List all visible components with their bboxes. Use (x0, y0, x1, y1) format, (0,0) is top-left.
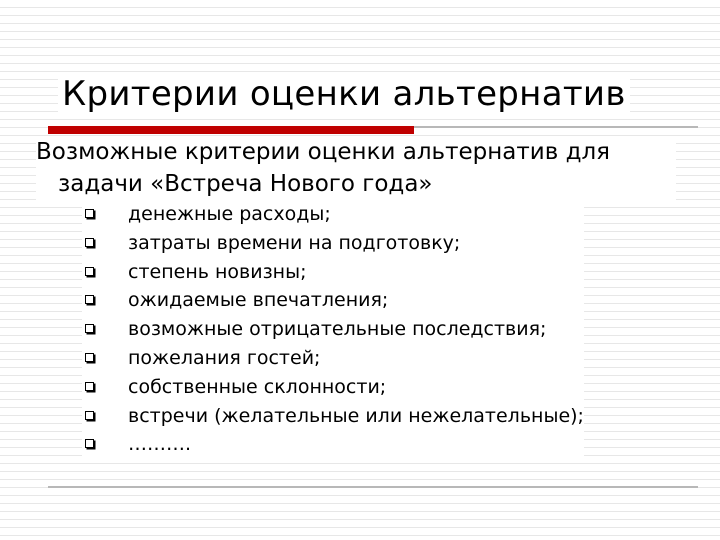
square-bullet-icon (85, 209, 94, 218)
square-bullet-icon (85, 295, 94, 304)
title-divider-line (414, 126, 698, 128)
intro-line-1: Возможные критерии оценки альтернатив для (36, 139, 611, 165)
list-item-text: возможные отрицательные последствия; (128, 318, 547, 341)
list-item-text: встречи (желательные или нежелательные); (128, 404, 584, 427)
list-item (82, 229, 584, 258)
list-item (82, 200, 584, 229)
list-item (82, 286, 584, 315)
square-bullet-icon (85, 238, 94, 247)
list-item-text: ………. (128, 433, 192, 456)
square-bullet-icon (85, 439, 94, 448)
title-accent-bar (48, 126, 414, 134)
list-item (82, 373, 584, 402)
criteria-list (82, 200, 584, 459)
list-item-text: затраты времени на подготовку; (128, 231, 461, 254)
list-item-text: денежные расходы; (128, 203, 331, 225)
list-item-text: степень новизны; (128, 260, 307, 283)
list-item (82, 430, 584, 459)
square-bullet-icon (85, 324, 94, 333)
square-bullet-icon (85, 267, 94, 276)
intro-text (36, 136, 676, 200)
square-bullet-icon (85, 353, 94, 362)
list-item (82, 258, 584, 287)
intro-line-2: задачи «Встреча Нового года» (58, 171, 433, 197)
slide-title: Критерии оценки альтернатив (58, 72, 630, 116)
list-item-text: собственные склонности; (128, 375, 387, 398)
list-item-text: пожелания гостей; (128, 346, 321, 369)
list-item (82, 315, 584, 344)
list-item (82, 402, 584, 431)
list-item-text: ожидаемые впечатления; (128, 289, 389, 312)
list-item (82, 344, 584, 373)
square-bullet-icon (85, 382, 94, 391)
square-bullet-icon (85, 411, 94, 420)
bottom-divider-line (48, 486, 698, 488)
